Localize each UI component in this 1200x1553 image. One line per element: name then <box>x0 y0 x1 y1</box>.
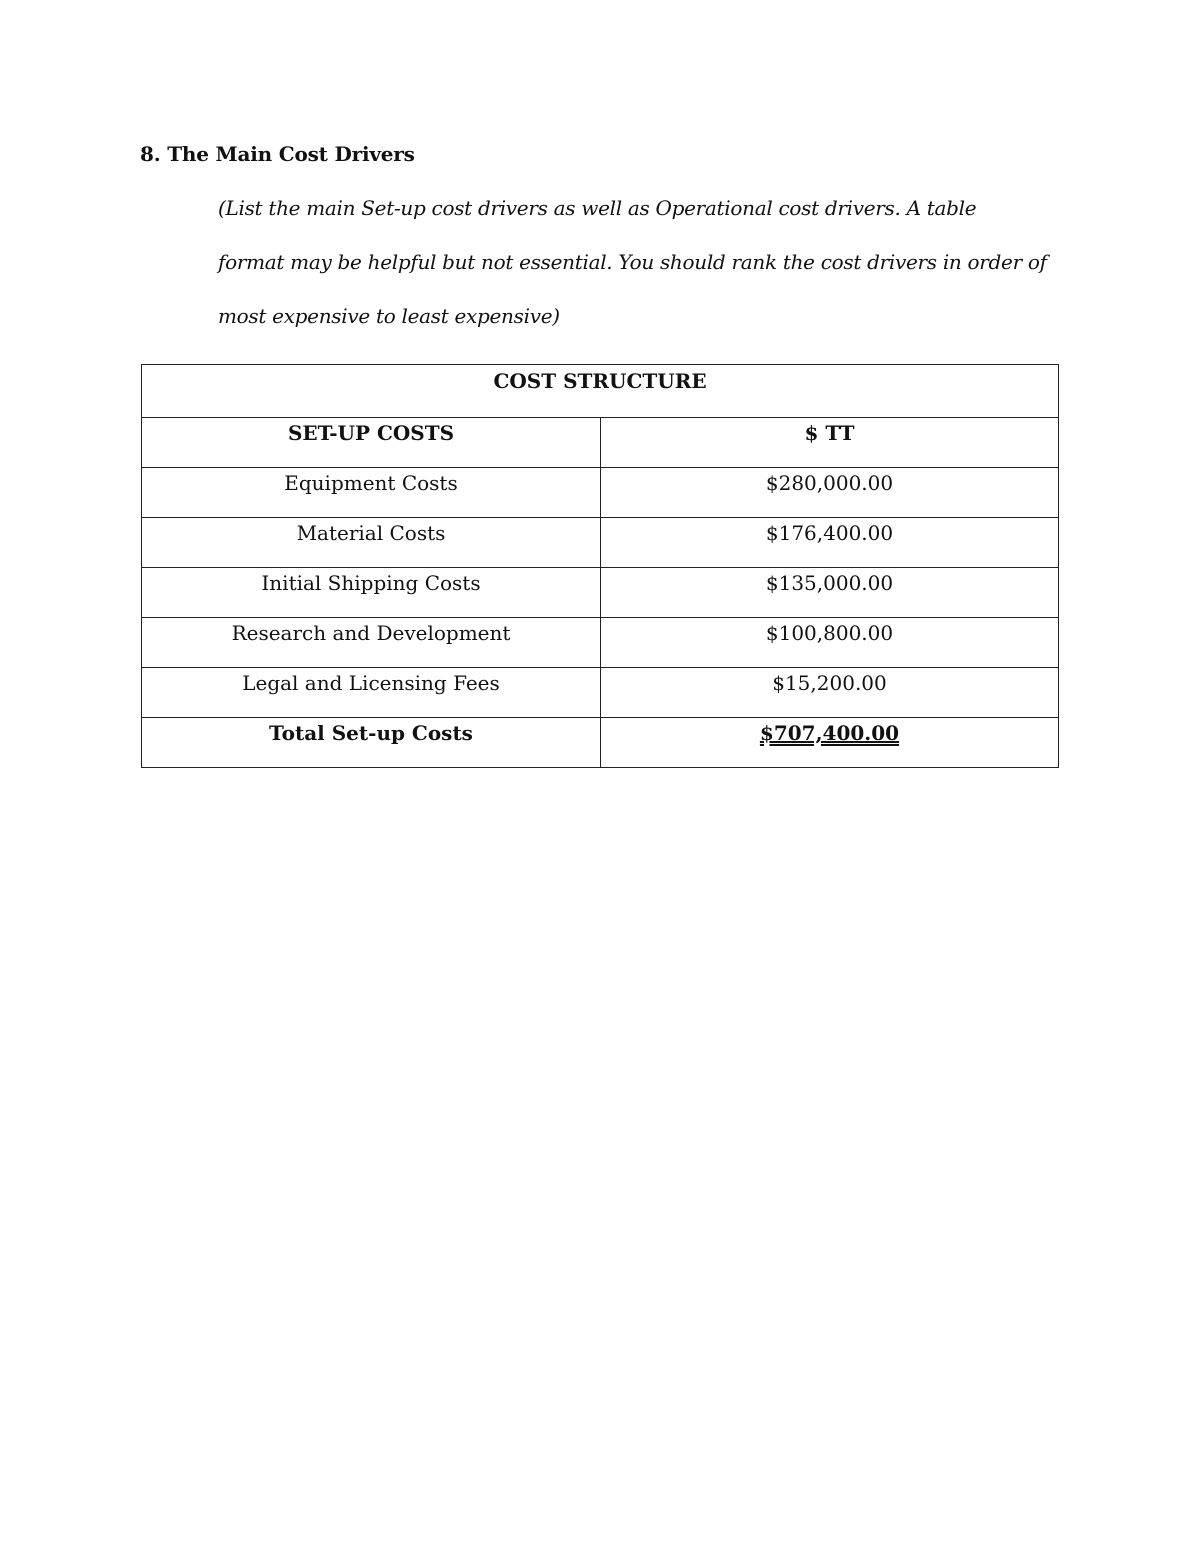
cost-structure-table <box>141 364 1059 768</box>
table-total-row <box>142 718 1059 768</box>
section-instructions: (List the main Set-up cost drivers as well as Operational cost drivers. A table format may be helpful but not essential. You should rank the cost drivers in order of most expensive to least expensive) <box>218 196 1047 328</box>
row-value: $15,200.00 <box>601 668 1059 718</box>
row-label: Initial Shipping Costs <box>142 568 601 618</box>
section-heading: 8. The Main Cost Drivers <box>140 142 415 166</box>
table-header-row <box>142 418 1059 468</box>
row-label: Legal and Licensing Fees <box>142 668 601 718</box>
header-label-cell: SET-UP COSTS <box>142 418 601 468</box>
table-row <box>142 668 1059 718</box>
total-label: Total Set-up Costs <box>142 718 601 768</box>
row-value: $100,800.00 <box>601 618 1059 668</box>
row-label: Material Costs <box>142 518 601 568</box>
row-label: Equipment Costs <box>142 468 601 518</box>
row-value: $176,400.00 <box>601 518 1059 568</box>
total-value-cell <box>601 718 1059 768</box>
table-title: COST STRUCTURE <box>142 365 1059 418</box>
header-value-cell: $ TT <box>601 418 1059 468</box>
table-title-row <box>142 365 1059 418</box>
table-row <box>142 518 1059 568</box>
table-row <box>142 468 1059 518</box>
table-row <box>142 618 1059 668</box>
total-value: $707,400.00 <box>759 721 900 745</box>
table-row <box>142 568 1059 618</box>
row-value: $135,000.00 <box>601 568 1059 618</box>
row-value: $280,000.00 <box>601 468 1059 518</box>
row-label: Research and Development <box>142 618 601 668</box>
